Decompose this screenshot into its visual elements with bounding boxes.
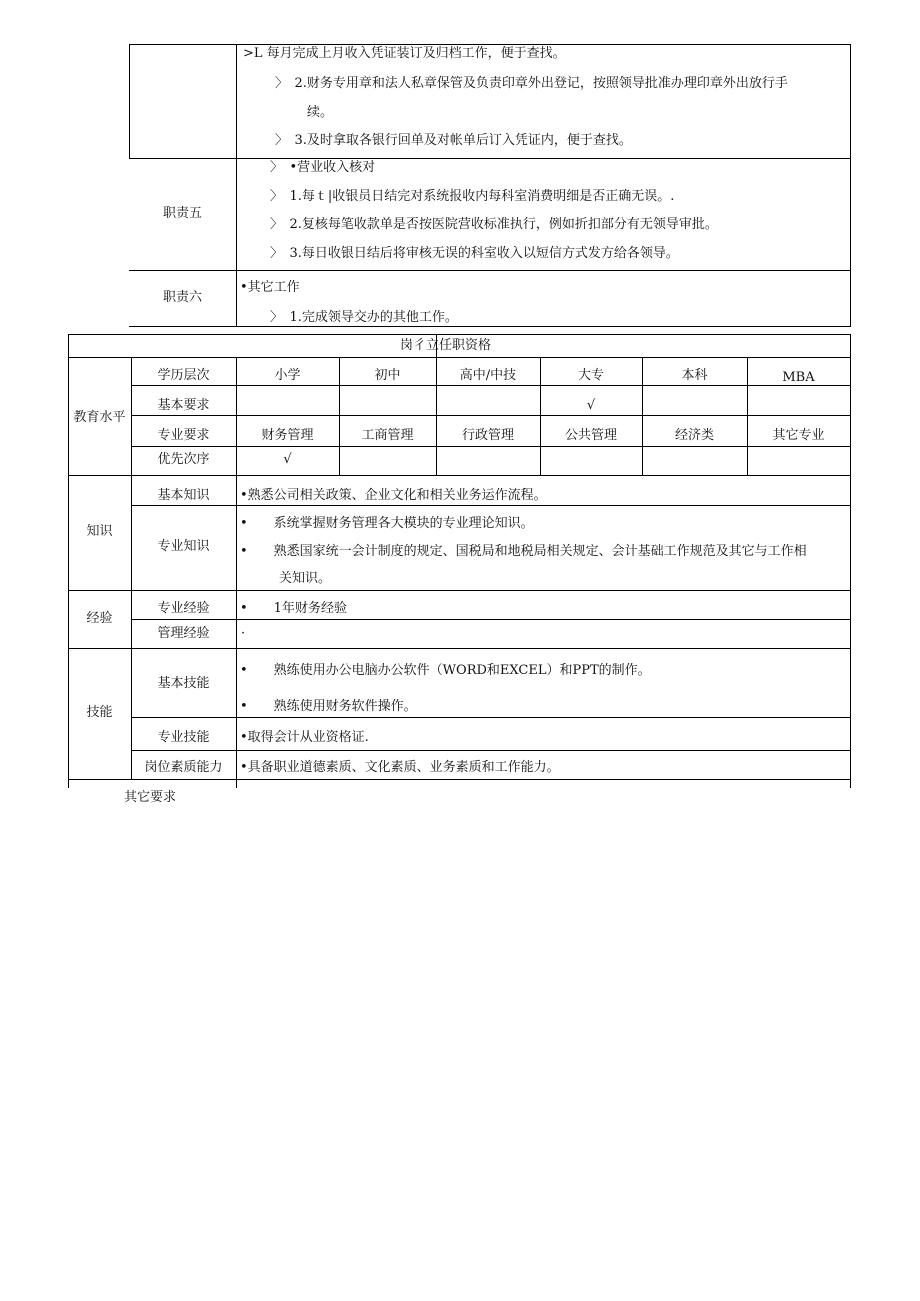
edu-cell: 小学 <box>274 368 301 383</box>
edu-cell: 高中/中技 <box>459 368 517 383</box>
duty4-item-2: 〉 2.财务专用章和法人私章保管及负责印章外出登记，按照领导批准办理印章外出放行手 <box>275 76 788 91</box>
basic-knowledge-text: •熟悉公司相关政策、企业文化和相关业务运作流程。 <box>240 488 547 503</box>
basic-skills-item-1: • 熟练使用办公电脑办公软件（WORD和EXCEL）和PPT的制作。 <box>240 663 651 678</box>
prof-experience-label: 专业经验 <box>157 601 210 616</box>
quality-label: 岗位素质能力 <box>144 760 223 775</box>
experience-label: 经验 <box>86 611 113 626</box>
edu-cell: √ <box>283 452 292 467</box>
edu-row-label: 学历层次 <box>157 368 210 383</box>
education-label: 教育水平 <box>73 410 126 425</box>
basic-skills-label: 基本技能 <box>157 676 210 691</box>
mgmt-experience-label: 管理经验 <box>157 626 210 641</box>
duty6-label: 职责六 <box>162 290 202 305</box>
edu-cell: MBA <box>782 370 815 385</box>
prof-knowledge-label: 专业知识 <box>157 539 210 554</box>
quality-text: •具备职业道德素质、文化素质、业务素质和工作能力。 <box>240 760 560 775</box>
edu-cell: 工商管理 <box>361 428 414 443</box>
duty5-item-4: 〉 3.每日收银日结后将审核无误的科室收入以短信方式发方给各领导。 <box>270 246 679 261</box>
edu-row-label: 优先次序 <box>157 452 210 467</box>
duty5-label: 职责五 <box>162 206 202 221</box>
prof-knowledge-item-2-cont: 关知识。 <box>279 571 332 586</box>
duty4-item-2-cont: 续。 <box>307 105 334 120</box>
edu-row-label: 专业要求 <box>157 428 210 443</box>
duty4-item-3: 〉 3.及时拿取各银行回单及对帐单后订入凭证内，便于查找。 <box>275 133 632 148</box>
prof-knowledge-item-2: • 熟悉国家统一会计制度的规定、国税局和地税局相关规定、会计基础工作规范及其它与工作相 <box>240 544 807 559</box>
other-requirements-label: 其它要求 <box>124 790 177 805</box>
edu-cell: 行政管理 <box>461 428 514 443</box>
duty5-item-1: 〉 •营业收入核对 <box>270 160 376 175</box>
duty4-item-1: >L 每月完成上月收入凭证装订及归档工作，便于查找。 <box>243 46 566 61</box>
duty6-item-1: •其它工作 <box>240 280 300 295</box>
edu-cell: 财务管理 <box>261 428 314 443</box>
duty6-item-2: 〉 1.完成领导交办的其他工作。 <box>270 310 458 325</box>
edu-cell: 本科 <box>681 368 708 383</box>
prof-experience-text: • 1年财务经验 <box>240 601 347 616</box>
basic-skills-item-2: • 熟练使用财务软件操作。 <box>240 699 417 714</box>
mgmt-experience-text: · <box>241 626 246 641</box>
edu-cell: 经济类 <box>674 428 714 443</box>
basic-knowledge-label: 基本知识 <box>157 488 210 503</box>
edu-cell: 其它专业 <box>772 428 825 443</box>
prof-skills-text: •取得会计从业资格证. <box>240 730 369 745</box>
qualification-title: 岗彳立任职资格 <box>400 338 492 353</box>
knowledge-label: 知识 <box>86 524 113 539</box>
prof-skills-label: 专业技能 <box>157 730 210 745</box>
edu-cell: 大专 <box>577 368 604 383</box>
edu-cell: 初中 <box>374 368 401 383</box>
prof-knowledge-item-1: • 系统掌握财务管理各大模块的专业理论知识。 <box>240 516 534 531</box>
edu-cell: √ <box>586 398 596 413</box>
edu-cell: 公共管理 <box>564 428 617 443</box>
duty5-item-3: 〉 2.复核每笔收款单是否按医院营收标准执行，例如折扣部分有无领导审批。 <box>270 217 718 232</box>
duty5-item-2: 〉 1.每ｔ|收银员日结完对系统报收内每科室消费明细是否正确无误。. <box>270 189 675 204</box>
edu-row-label: 基本要求 <box>157 398 210 413</box>
skills-label: 技能 <box>86 705 113 720</box>
